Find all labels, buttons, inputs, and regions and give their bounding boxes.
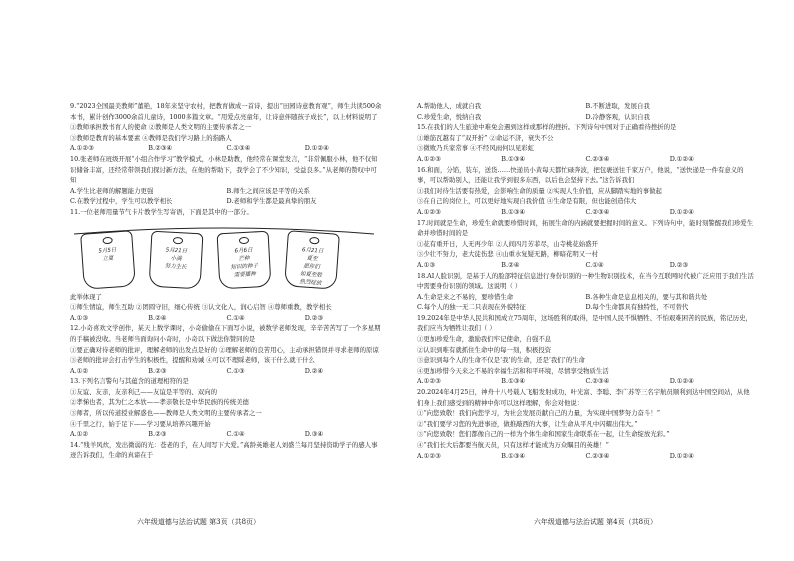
q9-options	[70, 143, 383, 154]
q20-item: ①“向您致敬！我们向您学习，为社会发展贡献自己的力量，为实现中国梦努力奋斗！”	[417, 409, 660, 418]
question-19: 19.2024年是中华人民共和国成立75周年，这场胜利的取得，是中国人民不惧牺牲、不怕艰难困苦的民族，铭记历史，我们应当为牺牲让我们（ ）	[417, 313, 752, 333]
q13-item: ②孝悌也者，其为仁之本欤——孝亲敬长是中华民族的传统美德	[70, 398, 249, 407]
option-b[interactable]: B.①③④	[501, 154, 526, 163]
q20-item: ④“我们长大后都要当航天员，只有这样才能成为万众瞩目的英雄！”	[417, 441, 609, 449]
question-14: 14.“残羊风炊，发出微弱的光：苍老的手，在人间写下大爱。”高龄英雄老人刘盛兰每月坚持资助学子的感人事迹告诉我们，生命的真谛在于	[70, 440, 378, 460]
q19-options	[417, 376, 754, 387]
q13-options	[70, 429, 383, 440]
q19-item: ①更加珍爱生命，激励我们牢记使命，自强不息	[417, 335, 552, 344]
option-c[interactable]: C.②③④	[585, 207, 610, 216]
option-b[interactable]: B.②④	[148, 313, 167, 322]
q20-options	[417, 451, 754, 462]
tag-card-3: 6月6日 芒种 知识的种子 需要播种	[217, 230, 272, 289]
q12-items-1: ①要正确对待老师的批评，理解老师的出发点是好的 ②理解老师的良苦用心，主动承担错误并寻求老师的原谅	[70, 345, 379, 354]
q11-items: ①师生情谊，师生互助 ②团圆守旧，细心传统 ③认文化人，润心启智 ④尊师重教，教学相长	[70, 303, 332, 312]
option-d[interactable]: D.①②④	[304, 144, 329, 153]
q19-item: ④更加珍惜今天来之不易的幸福生活和和平环境，尽情享受物质生活	[417, 366, 609, 375]
option-a[interactable]: A.①②③	[417, 451, 441, 460]
option-b[interactable]: B.②③	[148, 366, 167, 375]
option-b[interactable]: B.不断进取，发展自我	[585, 102, 650, 110]
q10-options	[70, 186, 383, 207]
q15-items-2: ③微败乃兵家常事 ④不经风雨何以见彩虹	[417, 144, 535, 153]
option-c[interactable]: C.珍爱生命，悦纳自我	[417, 112, 482, 121]
option-d[interactable]: D.每个生命都具有独特性，不可替代	[585, 303, 689, 312]
option-a[interactable]: A.①②③	[417, 207, 441, 216]
q19-item: ③意识到每个人的生命不仅是‘我’的生命，还是‘我们’的生命	[417, 356, 585, 365]
option-b[interactable]: B.②③	[148, 430, 167, 439]
solar-term-tags-illustration	[70, 220, 383, 290]
q17-items-1: ①花有重开日，人无再少年 ②人间四月芳菲尽，山寺桃花始盛开	[417, 239, 598, 248]
q15-options	[417, 154, 754, 165]
option-a[interactable]: A.①②	[70, 366, 89, 375]
tag-card-1: 5月5日 立夏	[80, 230, 136, 289]
question-11: 11.一位老师用量节气卡片教学生写寄语，下面是其中的一部分。	[70, 207, 253, 216]
question-13: 13.下列名言警句与其蕴含的道理相符的是	[70, 377, 189, 386]
q13-item: ①友谊、友亲，友亲利己——友谊是平等的、双向的	[70, 387, 217, 396]
question-12: 12.小奇喜欢文学创作，某天上数学课时，小奇偷偷在下面写小说，被数学老师发现，辛辛苦苦写了一个多星期的手稿被没收。当老师当面询问小奇时，小奇以下做法你赞同的是	[70, 324, 381, 343]
option-a[interactable]: A.生命是来之不易的，要珍惜生命	[417, 292, 514, 301]
option-a[interactable]: A.①③	[417, 260, 436, 269]
option-b[interactable]: B.②③④	[148, 144, 173, 153]
option-c[interactable]: C.②③④	[585, 154, 610, 163]
q11-tail: 此举体现了	[70, 292, 102, 301]
q20-item: ②“我们要学习您的先进事迹，做推敲西的大事，让生命从平凡中闪耀出伟大。”	[417, 419, 638, 428]
page-footer-right: 六年级道德与法治试题 第4页（共8页）	[533, 518, 658, 526]
question-18: 18.AI人脸识别，是基于人的脸部特征信息进行身份识别的一种生物识别技术，在当今互联网时代被广泛应用于我们生活中需要身份识别的领域。这说明（ ）	[417, 271, 754, 291]
q13-item: ④千里之行，始于足下——学习要从培养兴趣开始	[70, 419, 211, 428]
option-d[interactable]: D.老师和学生都是最真挚的朋友	[226, 197, 317, 206]
option-b[interactable]: B.①③④	[501, 377, 526, 386]
q17-items-2: ③少壮不努力，老大徒伤悲 ④山重水复疑无路，柳暗花明又一村	[417, 250, 598, 259]
q16-options	[417, 207, 754, 218]
q16-items-2: ③在自己的岗位上，可以更好地实现自我价值 ④生命是有限，但也能创造伟大	[417, 197, 637, 206]
option-b[interactable]: B.①③④	[501, 451, 526, 460]
option-d[interactable]: D.②③	[304, 313, 324, 322]
q14-options	[417, 101, 754, 122]
q13-item: ③师者，所以传道授业解惑也——教师是人类文明的主要传承者之一	[70, 409, 262, 418]
q18-options	[417, 292, 754, 313]
tag-card-4: 6月21日 夏至 愿你们 如夏至般 热烈绽放	[284, 230, 340, 289]
q20-item: ③“向您致敬！您们都像自己的一样为个体生命和国家生命联系在一起，让生命绽放光彩。”	[417, 430, 670, 439]
question-10: 10.张老师在班级开展“小组合作学习”教学模式，小林是助教，他经常在课堂发言，“非常佩服小林，他不仅知识储备丰富，还经常带领我们探讨新方法，在他的帮助下，我学会了不少知识，受益良多。”从老师的赞叹中可知	[70, 154, 378, 185]
option-b[interactable]: B.师生之间应该是平等的关系	[226, 186, 310, 195]
option-d[interactable]: D.①②④	[669, 377, 694, 386]
option-c[interactable]: C.①④	[585, 260, 604, 269]
q12-items-2: ③老师的批评会打击学生的积极性，提醒和劝诫 ④可以不理睬老师，该干什么就干什么	[70, 356, 315, 365]
option-d[interactable]: D.①②④	[669, 154, 694, 163]
question-15: 15.在我们的人生旅途中难免会遇到这样或那样的挫折。下列诗句中国对于正确看待挫折的是	[417, 123, 677, 132]
option-d[interactable]: D.①②④	[669, 451, 694, 460]
option-b[interactable]: B.②④	[501, 260, 520, 269]
q12-options	[70, 366, 383, 377]
option-a[interactable]: A.帮助他人，成就自我	[417, 102, 482, 110]
q16-items-1: ①我们对待生活要有热爱，会影响生命的质量 ②实现人生价值，应从脚踏实地的事做起	[417, 186, 662, 195]
option-b[interactable]: B.各种生命是息息相关的，要与其和谐共处	[585, 292, 708, 301]
option-a[interactable]: A.①②③	[417, 377, 441, 386]
option-c[interactable]: C.①③④	[226, 144, 251, 153]
page-right	[397, 0, 794, 561]
option-d[interactable]: D.②④	[304, 366, 324, 375]
q9-items-2: ③教师是教育的基本要素 ④教师是我们学习路上的指路人	[70, 133, 232, 142]
option-a[interactable]: A.①②③	[70, 144, 94, 153]
question-16: 16.和面，分馅，装车，送货……快递员小黄每天都忙碌奔波，把包裹送往千家万户，他说，“送快递是一件有意义的事，可以帮助别人，还能让我学到很多东西，以后也会坚持下去。”这告诉我们	[417, 165, 744, 185]
option-a[interactable]: A.①②③	[417, 154, 441, 163]
question-9: 9.“2023全国最美教师”董艳，18年来坚守农村，把教育做成一首诗，提出“田园诗意教育观”，师生共读500余本书，累计创作3000余首儿童诗，1000多篇文章。“用爱点亮童年，让诗意伴随孩子成长”，以上材料说明了	[70, 102, 382, 121]
option-a[interactable]: A.①③	[70, 313, 89, 322]
option-c[interactable]: C.①④	[226, 313, 245, 322]
option-c[interactable]: C.在教学过程中，学生可以教学相长	[70, 197, 173, 206]
option-c[interactable]: C.②③④	[585, 377, 610, 386]
option-d[interactable]: D.冷静客观，认识自我	[585, 112, 650, 121]
option-a[interactable]: A.学生比老师的解题能力更强	[70, 186, 154, 195]
question-20: 20.2024年4月25日，神舟十八号载人飞船发射成功，叶光富、李聪、李广苏等三名宇航员顺利到达中国空间站，从他们身上我们感受到的精神中你可以这样理解，你会对他说：	[417, 388, 750, 407]
option-c[interactable]: C.②③④	[585, 451, 610, 460]
option-a[interactable]: A.①②	[70, 430, 89, 439]
option-c[interactable]: C.①④	[226, 430, 245, 439]
option-d[interactable]: D.②③	[669, 260, 689, 269]
option-d[interactable]: D.③④	[304, 430, 324, 439]
option-d[interactable]: D.①②④	[669, 207, 694, 216]
q17-options	[417, 260, 754, 271]
question-17: 17.时间就是生命，珍爱生命就要珍惜时间，拓展生命的内涵就要把握时间的意义。下列诗句中，能时刻警醒我们珍爱生命并珍惜时间的是	[417, 218, 754, 238]
option-b[interactable]: B.①③④	[501, 207, 526, 216]
q9-items-1: ①教师承担教书育人的使命 ②教师是人类文明的主要传承者之一	[70, 123, 251, 132]
page-footer-left: 六年级道德与法治试题 第3页（共8页）	[136, 518, 261, 526]
option-c[interactable]: C.①③	[226, 366, 245, 375]
q11-options	[70, 313, 383, 324]
q15-items-1: ①雄筋瓦越有了“双开折” ②命运不济，衰失不公	[417, 133, 554, 142]
tag-card-2: 5月21日 小满 努力生长	[149, 230, 204, 289]
option-c[interactable]: C.每个人的独一无二只表现在外貌特征	[417, 303, 526, 312]
q19-item: ②认识到唯有就抓住生命中的每一刻，积极投资	[417, 345, 552, 354]
